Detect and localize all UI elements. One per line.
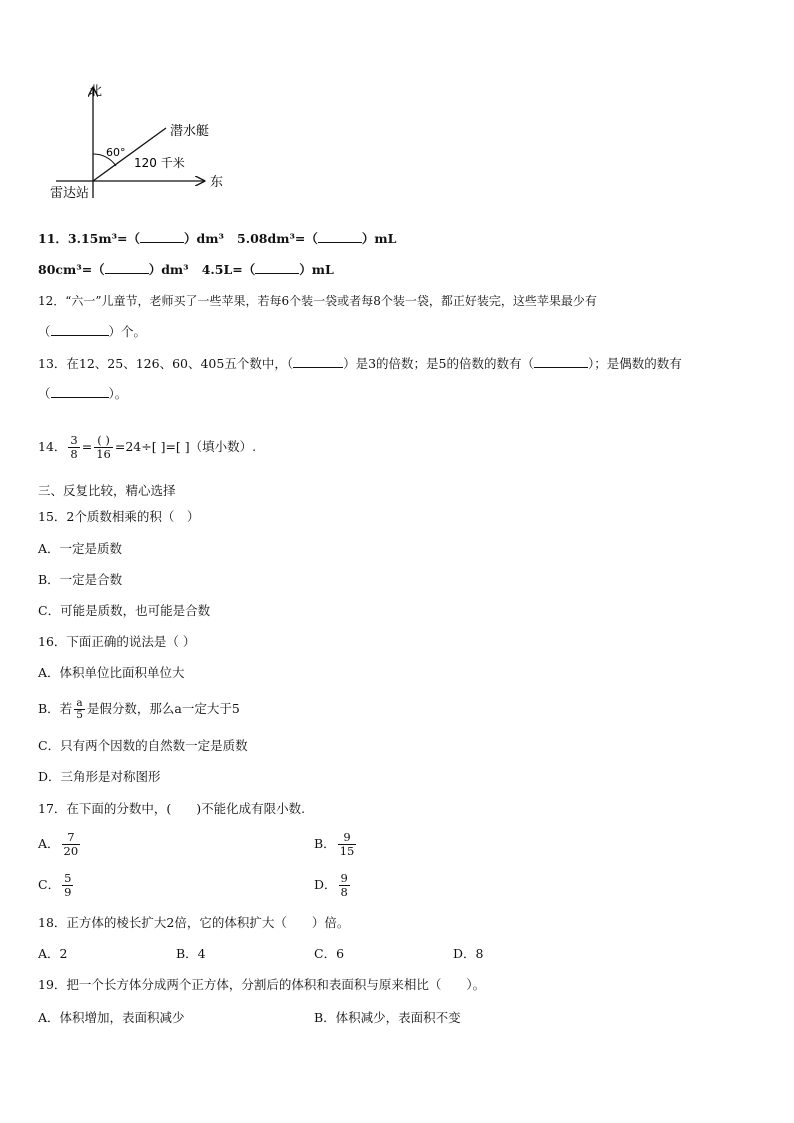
fraction: $\frac{5}{9}$: [64, 871, 72, 899]
option[interactable]: C．只有两个因数的自然数一定是质数: [38, 738, 248, 753]
north-label: 北: [89, 84, 103, 99]
question-13-line2: （ ）。: [38, 386, 128, 401]
target-label: 潜水艇: [170, 124, 210, 139]
angle-label: 60°: [106, 146, 126, 159]
option[interactable]: C．6: [314, 946, 345, 961]
fraction: $\frac{a}{5}$: [76, 697, 83, 721]
fraction: $\frac{9}{15}$: [339, 830, 355, 858]
question-12-line1: 12．“六一”儿童节，老师买了一些苹果，若每6个装一袋或者每8个装一袋，都正好装完，这些苹果最少有: [38, 294, 597, 308]
question-13-line1: 13．在12、25、126、60、405五个数中，（ ）是3的倍数；是5的倍数的数有（ ）；是偶数的数有: [38, 356, 682, 371]
answer-blank[interactable]: [140, 230, 184, 243]
answer-blank[interactable]: [51, 385, 109, 398]
direction-diagram: [44, 80, 234, 210]
option[interactable]: B．若 $\frac{a}{5}$ 是假分数，那么a一定大于5: [38, 697, 240, 721]
fraction: $\frac{3}{8}$: [70, 433, 78, 461]
option[interactable]: A．2: [38, 946, 68, 961]
answer-blank[interactable]: [51, 323, 109, 336]
question-16-stem: 16．下面正确的说法是（ ）: [38, 634, 196, 649]
option[interactable]: B．一定是合数: [38, 572, 123, 587]
question-14: 14． $\frac{3}{8}$ = $\frac{( )}{16}$ =24÷[ ]=[ ]（填小数）.: [38, 433, 257, 461]
option[interactable]: D． $\frac{9}{8}$: [314, 871, 348, 899]
question-11-line2: 80cm³=（ ）dm³ 4.5L=（ ）mL: [38, 262, 334, 277]
option[interactable]: A．体积增加，表面积减少: [38, 1010, 185, 1025]
option[interactable]: D．三角形是对称图形: [38, 769, 161, 784]
question-11-line1: 11．3.15m³=（ ）dm³ 5.08dm³=（ ）mL: [38, 231, 397, 246]
answer-blank[interactable]: [255, 261, 299, 274]
fraction-blank[interactable]: $\frac{( )}{16}$: [96, 433, 111, 461]
distance-label: 120 千米: [134, 156, 185, 170]
option[interactable]: B．体积减少，表面积不变: [314, 1010, 461, 1025]
answer-blank[interactable]: [534, 355, 588, 368]
option[interactable]: A．一定是质数: [38, 541, 123, 556]
answer-blank[interactable]: [293, 355, 343, 368]
fraction: $\frac{9}{8}$: [340, 871, 348, 899]
question-17-stem: 17．在下面的分数中，( )不能化成有限小数.: [38, 801, 306, 816]
option[interactable]: C．可能是质数，也可能是合数: [38, 603, 211, 618]
bearing-line: [93, 128, 166, 181]
east-label: 东: [210, 175, 224, 190]
option[interactable]: A． $\frac{7}{20}$: [38, 830, 79, 858]
question-19-stem: 19．把一个长方体分成两个正方体，分割后的体积和表面积与原来相比（ ）。: [38, 977, 486, 992]
question-18-stem: 18．正方体的棱长扩大2倍，它的体积扩大（ ）倍。: [38, 915, 350, 930]
option[interactable]: B．4: [176, 946, 206, 961]
answer-blank[interactable]: [318, 230, 362, 243]
answer-blank[interactable]: [105, 261, 149, 274]
question-12-line2: （ ）个。: [38, 324, 147, 339]
question-15-stem: 15．2个质数相乘的积（ ）: [38, 509, 200, 524]
option[interactable]: C． $\frac{5}{9}$: [38, 871, 72, 899]
station-label: 雷达站: [50, 186, 90, 201]
option[interactable]: A．体积单位比面积单位大: [38, 665, 185, 680]
fraction: $\frac{7}{20}$: [63, 830, 79, 858]
section-title: 三、反复比较，精心选择: [38, 483, 176, 498]
option[interactable]: D．8: [453, 946, 484, 961]
option[interactable]: B． $\frac{9}{15}$: [314, 830, 355, 858]
